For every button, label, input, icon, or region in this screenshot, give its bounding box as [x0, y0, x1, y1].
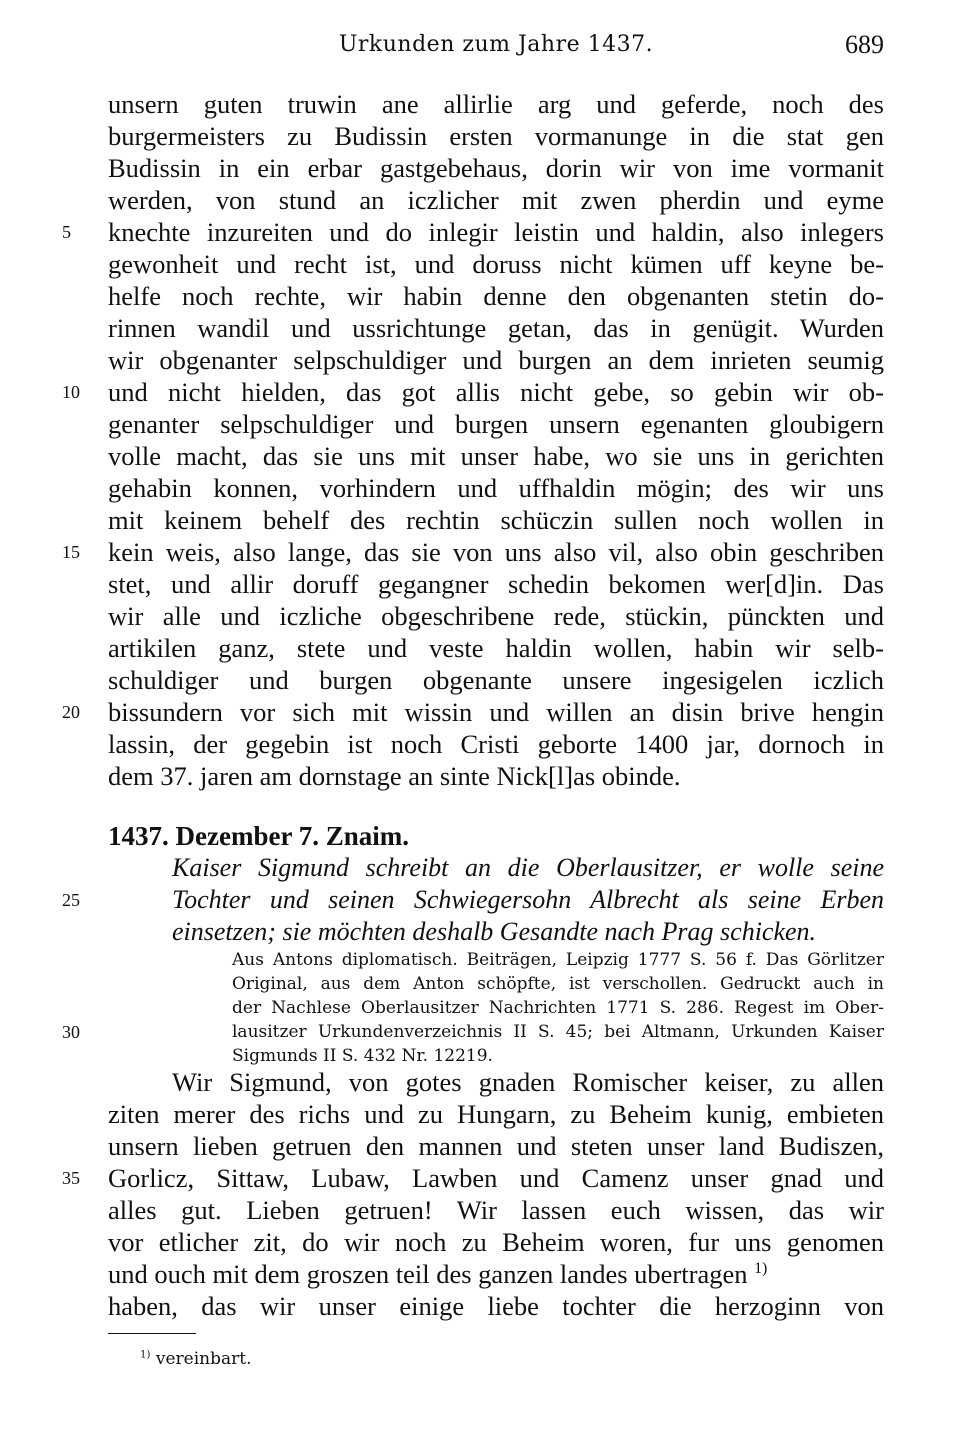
- line-number: 35: [62, 1168, 80, 1188]
- body-line: vor etlicher zit, do wir noch zu Beheim woren, fur uns genomen: [108, 1227, 884, 1257]
- body-line: unsern lieben getruen den mannen und steten unser land Budiszen,: [108, 1131, 884, 1161]
- source-note-line: Aus Antons diplomatisch. Beiträgen, Leipzig 1777 S. 56 f. Das Görlitzer: [232, 950, 884, 970]
- line-number: 25: [62, 890, 80, 910]
- body-line: wir obgenanter selpschuldiger und burgen an dem inrieten seumig: [108, 345, 884, 375]
- body-line: stet, und allir doruff gegangner schedin bekomen wer[d]in. Das: [108, 569, 884, 599]
- body-line: Gorlicz, Sittaw, Lubaw, Lawben und Camenz unser gnad und: [108, 1163, 884, 1193]
- body-line: genanter selpschuldiger und burgen unsern egenanten gloubigern: [108, 409, 884, 439]
- line-number: 15: [62, 542, 80, 562]
- body-line: dem 37. jaren am dornstage an sinte Nick[l]as obinde.: [108, 761, 681, 791]
- body-line: burgermeisters zu Budissin ersten vormanunge in die stat gen: [108, 121, 884, 151]
- body-line: gehabin konnen, vorhindern und uffhaldin mögin; des wir uns: [108, 473, 884, 503]
- footnote: [140, 1346, 252, 1372]
- page-header: [108, 28, 884, 68]
- body-line: unsern guten truwin ane allirlie arg und geferde, noch des: [108, 89, 884, 119]
- running-head: Urkunden zum Jahre 1437.: [338, 32, 654, 57]
- body-line: mit keinem behelf des rechtin schüczin sullen noch wollen in: [108, 505, 884, 535]
- line-number: 20: [62, 702, 80, 722]
- summary-line: einsetzen; sie möchten deshalb Gesandte nach Prag schicken.: [172, 917, 817, 946]
- line-number: 30: [62, 1022, 80, 1042]
- body-line: Budissin in ein erbar gastgebehaus, dorin wir von ime vormanit: [108, 153, 884, 183]
- source-note-line: Sigmunds II S. 432 Nr. 12219.: [232, 1046, 493, 1066]
- line-number: 5: [62, 222, 71, 242]
- body-line: wir alle und iczliche obgeschribene rede, stückin, pünckten und: [108, 601, 884, 631]
- body-line: werden, von stund an iczlicher mit zwen pherdin und eyme: [108, 185, 884, 215]
- body-line: [108, 1258, 767, 1290]
- source-note-line: der Nachlese Oberlausitzer Nachrichten 1771 S. 286. Regest im Ober-: [232, 998, 884, 1018]
- source-note-line: lausitzer Urkundenverzeichnis II S. 45; bei Altmann, Urkunden Kaiser: [232, 1022, 884, 1042]
- footnote-reference: 1): [754, 1260, 768, 1278]
- body-line: schuldiger und burgen obgenante unsere ingesigelen iczlich: [108, 665, 884, 695]
- footnote-rule: [108, 1333, 196, 1334]
- body-line: kein weis, also lange, das sie von uns also vil, also obin geschriben: [108, 537, 884, 567]
- body-line: knechte inzureiten und do inlegir leistin und haldin, also inlegers: [108, 217, 884, 247]
- footnote-text: vereinbart.: [155, 1349, 252, 1369]
- body-line: rinnen wandil und ussrichtunge getan, das in genügit. Wurden: [108, 313, 884, 343]
- body-line: bissundern vor sich mit wissin und willen an disin brive hengin: [108, 697, 884, 727]
- body-line: helfe noch rechte, wir habin denne den obgenanten stetin do-: [108, 281, 884, 311]
- page-number: 689: [845, 30, 884, 59]
- body-line: alles gut. Lieben getruen! Wir lassen euch wissen, das wir: [108, 1195, 884, 1225]
- summary-line: Kaiser Sigmund schreibt an die Oberlausitzer, er wolle seine: [172, 853, 884, 882]
- body-line: haben, das wir unser einige liebe tochter die herzoginn von: [108, 1291, 884, 1321]
- footnote-marker: 1): [140, 1349, 151, 1361]
- body-line: volle macht, das sie uns mit unser habe, wo sie uns in gerichten: [108, 441, 884, 471]
- body-line: lassin, der gegebin ist noch Cristi geborte 1400 jar, dornoch in: [108, 729, 884, 759]
- body-line: ziten merer des richs und zu Hungarn, zu Beheim kunig, embieten: [108, 1099, 884, 1129]
- source-note-line: Original, aus dem Anton schöpfte, ist verschollen. Gedruckt auch in: [232, 974, 884, 994]
- summary-line: Tochter und seinen Schwiegersohn Albrecht als seine Erben: [172, 885, 884, 914]
- document-heading: 1437. Dezember 7. Znaim.: [108, 821, 409, 851]
- body-line: und nicht hielden, das got allis nicht gebe, so gebin wir ob-: [108, 377, 884, 407]
- body-line: gewonheit und recht ist, und doruss nicht kümen uff keyne be-: [108, 249, 884, 279]
- body-line: Wir Sigmund, von gotes gnaden Romischer keiser, zu allen: [172, 1067, 884, 1097]
- line-number: 10: [62, 382, 80, 402]
- body-line: artikilen ganz, stete und veste haldin wollen, habin wir selb-: [108, 633, 884, 663]
- body-line-text: und ouch mit dem groszen teil des ganzen landes ubertragen: [108, 1259, 748, 1289]
